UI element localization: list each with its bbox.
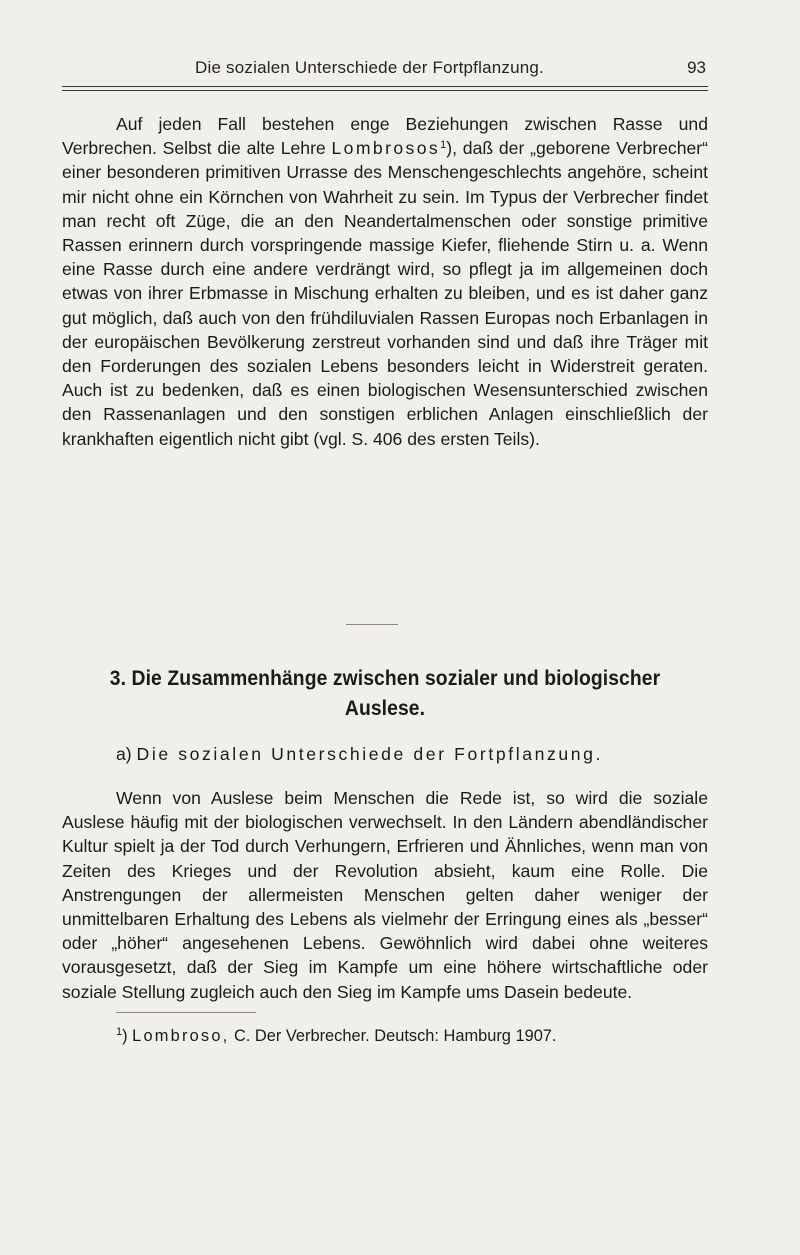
header-rule-bottom [62,90,708,91]
paragraph-1-part-b: ), daß der „geborene Verbrecher“ einer besonderen primitiven Urrasse des Menschengeschlechts angehöre, scheint mir nicht ohne ein Körnchen von Wahrheit zu sein. Im Typus der Verbrecher findet man recht oft Züge, die an den Neandertalmenschen oder sonstige primitive Rassen erinnern durch vorspringende massige Kiefer, fliehende Stirn u. a. Wenn eine Rasse durch eine andere verdrängt wird, so pflegt ja im allgemeinen doch etwas von ihrer Erbmasse in Mischung erhalten zu bleiben, und es ist daher ganz gut möglich, daß auch von den frühdiluvialen Rassen Europas noch Erbanlagen in der europäischen Bevölkerung zerstreut vorhanden sind und daß ihre Träger mit den Forderungen des sozialen Lebens besonders leicht in Widerstreit geraten. Auch ist zu bedenken, daß es einen biologischen Wesensunterschied zwischen den Rassenanlagen und den sonstigen erblichen Anlagen einschließlich der krankhaften eigentlich nicht gibt (vgl. S. 406 des ersten Teils). [62,138,708,449]
section-heading [88,664,682,724]
header-rule-top [62,86,708,87]
body-paragraph-1 [62,112,708,451]
running-title: Die sozialen Unterschiede der Fortpflanzung. [195,58,544,77]
footnote-citation: C. Der Verbrecher. Deutsch: Hamburg 1907. [233,1027,557,1045]
footnote-reference[interactable]: 1 [440,139,447,152]
footnote-mark-suffix: ) [122,1027,128,1045]
footnote-divider [116,1012,256,1013]
footnote [116,1025,556,1047]
section-divider [346,624,398,625]
running-head [62,58,708,84]
section-heading-line-1: 3. Die Zusammenhänge zwischen sozialer und biologischer [109,667,661,690]
footnote-author: Lombroso, [132,1027,230,1045]
section-heading-line-2: Auslese. [344,697,426,720]
paragraph-2-text: Wenn von Auslese beim Menschen die Rede ist, so wird die soziale Auslese häufig mit der biologischen verwechselt. In den Ländern abendländischer Kultur spielt ja der Tod durch Verhungern, Erfrieren und Ähnliches, wenn man von Zeiten des Krieges und der Revolution absieht, kaum eine Rolle. Die Anstrengungen der allermeisten Menschen gelten daher weniger der unmittelbaren Erhaltung des Lebens als vielmehr der Erringung eines als „besser“ oder „höher“ angesehenen Lebens. Gewöhnlich wird dabei ohne weiteres vorausgesetzt, daß der Sieg im Kampfe um eine höhere wirtschaftliche oder soziale Stellung zugleich auch den Sieg im Kampfe ums Dasein bedeute. [62,788,708,1002]
page-number: 93 [687,58,706,77]
subsection-title: Die sozialen Unterschiede der Fortpflanzung. [136,744,604,764]
footnote-mark: 1 [116,1026,123,1038]
body-paragraph-2 [62,786,708,1004]
author-name-lombroso: Lombrosos [331,138,441,159]
paragraph-text [62,112,708,451]
subsection-marker: a) [116,744,132,764]
paragraph-1-part-a: Auf jeden Fall bestehen enge Beziehungen zwischen Rasse und Verbrechen. Selbst die alte Lehre [62,114,708,159]
subsection-heading [116,742,603,766]
